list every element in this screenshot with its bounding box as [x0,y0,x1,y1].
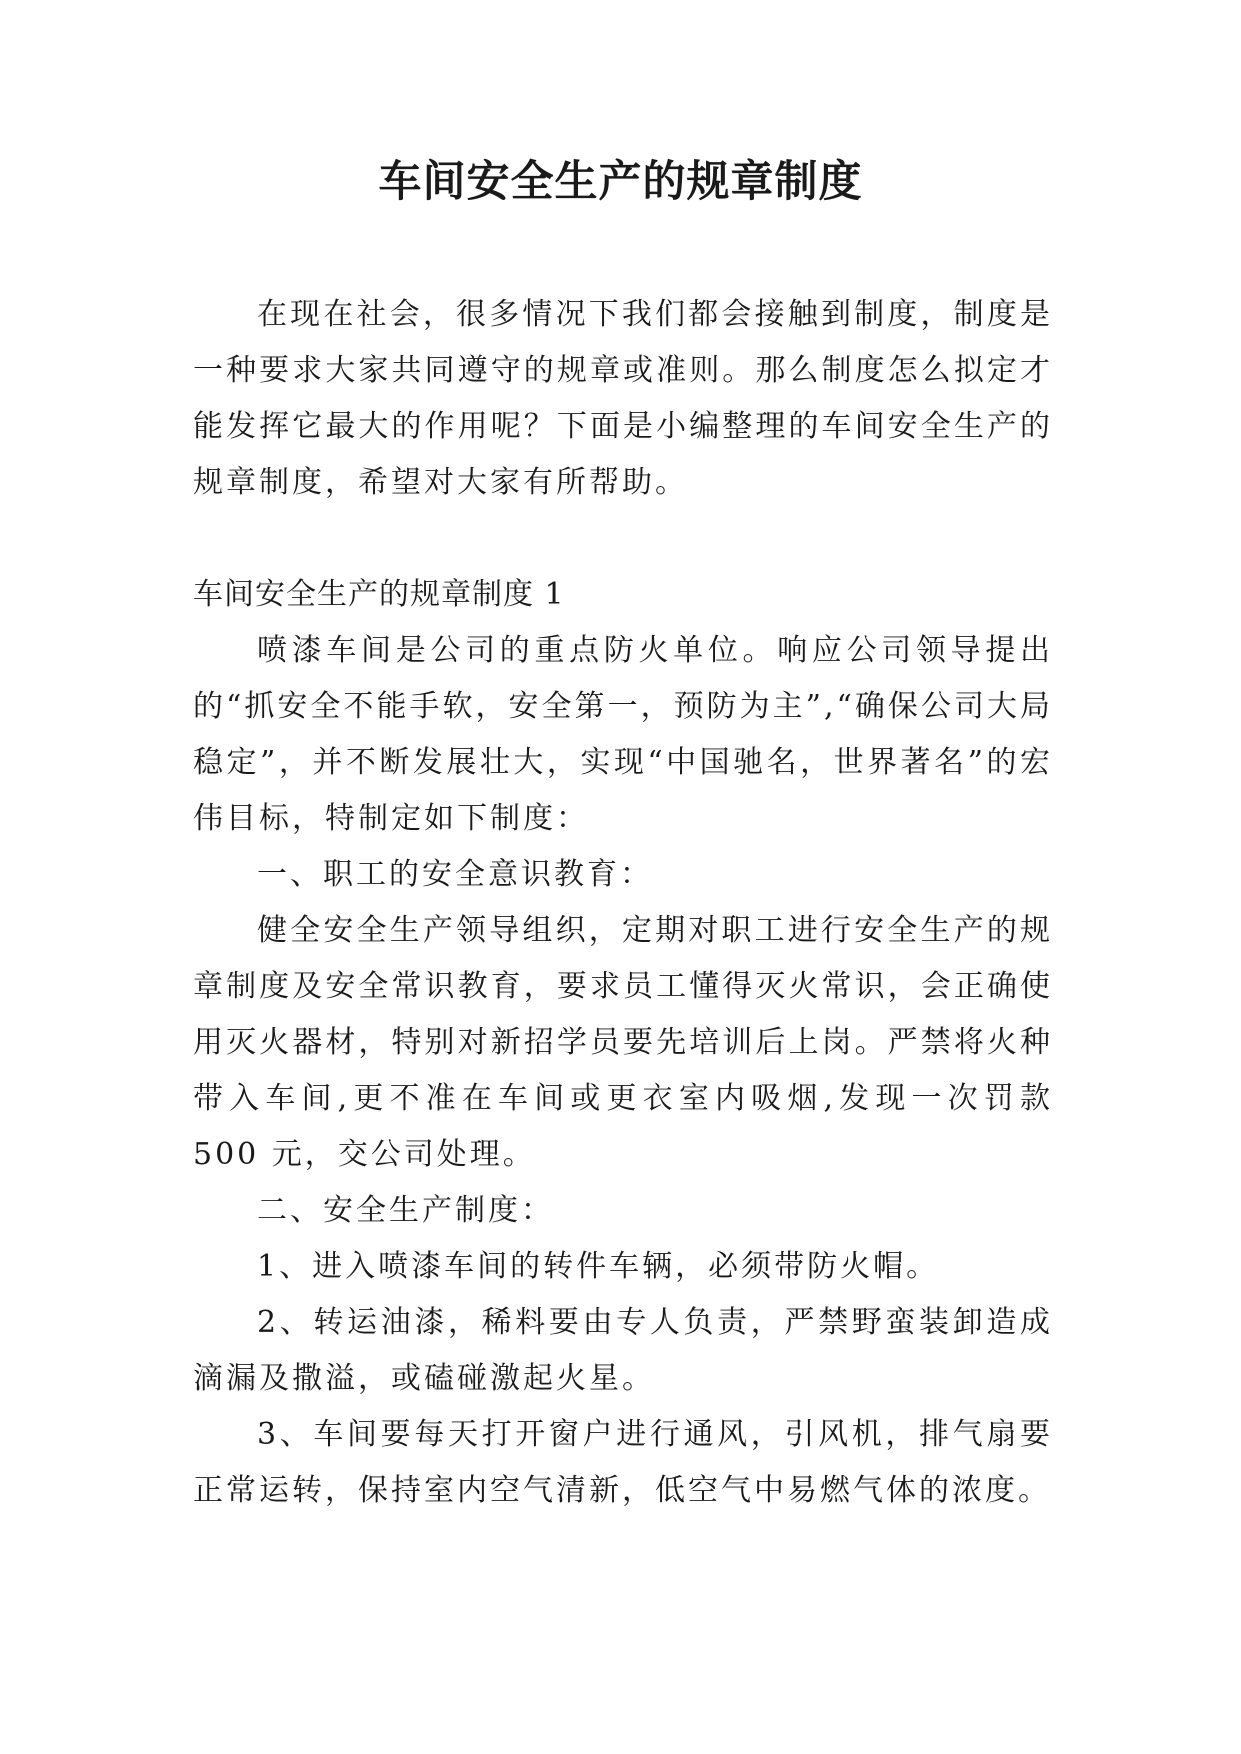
rule-item: 2、转运油漆，稀料要由专人负责，严禁野蛮装卸造成滴漏及撒溢，或磕碰激起火星。 [193,1305,1053,1396]
paragraph: 喷漆车间是公司的重点防火单位。响应公司领导提出的“抓安全不能手软，安全第一，预防为主”,“确保公司大局稳定”，并不断发展壮大，实现“中国驰名，世界著名”的宏伟目标，特制定如下制度： [193,633,1053,836]
rule-item: 3、车间要每天打开窗户进行通风，引风机，排气扇要正常运转，保持室内空气清新，低空气中易燃气体的浓度。 [193,1417,1053,1508]
document-title: 车间安全生产的规章制度 [378,157,863,207]
rule-item: 1、进入喷漆车间的转件车辆，必须带防火帽。 [257,1249,940,1284]
document-body [193,287,1053,1519]
subheading-production-rules: 二、安全生产制度： [257,1193,554,1228]
section-heading: 车间安全生产的规章制度 1 [193,577,565,612]
paragraph: 健全安全生产领导组织，定期对职工进行安全生产的规章制度及安全常识教育，要求员工懂得灭火常识，会正确使用灭火器材，特别对新招学员要先培训后上岗。严禁将火种带入车间,更不准在车间或更衣室内吸烟,发现一次罚款 500 元，交公司处理。 [193,913,1053,1172]
intro-paragraph: 在现在社会，很多情况下我们都会接触到制度，制度是一种要求大家共同遵守的规章或准则。那么制度怎么拟定才能发挥它最大的作用呢？下面是小编整理的车间安全生产的规章制度，希望对大家有所帮助。 [193,297,1053,500]
section-spacer [193,511,1053,567]
subheading-staff-education: 一、职工的安全意识教育： [257,857,653,892]
